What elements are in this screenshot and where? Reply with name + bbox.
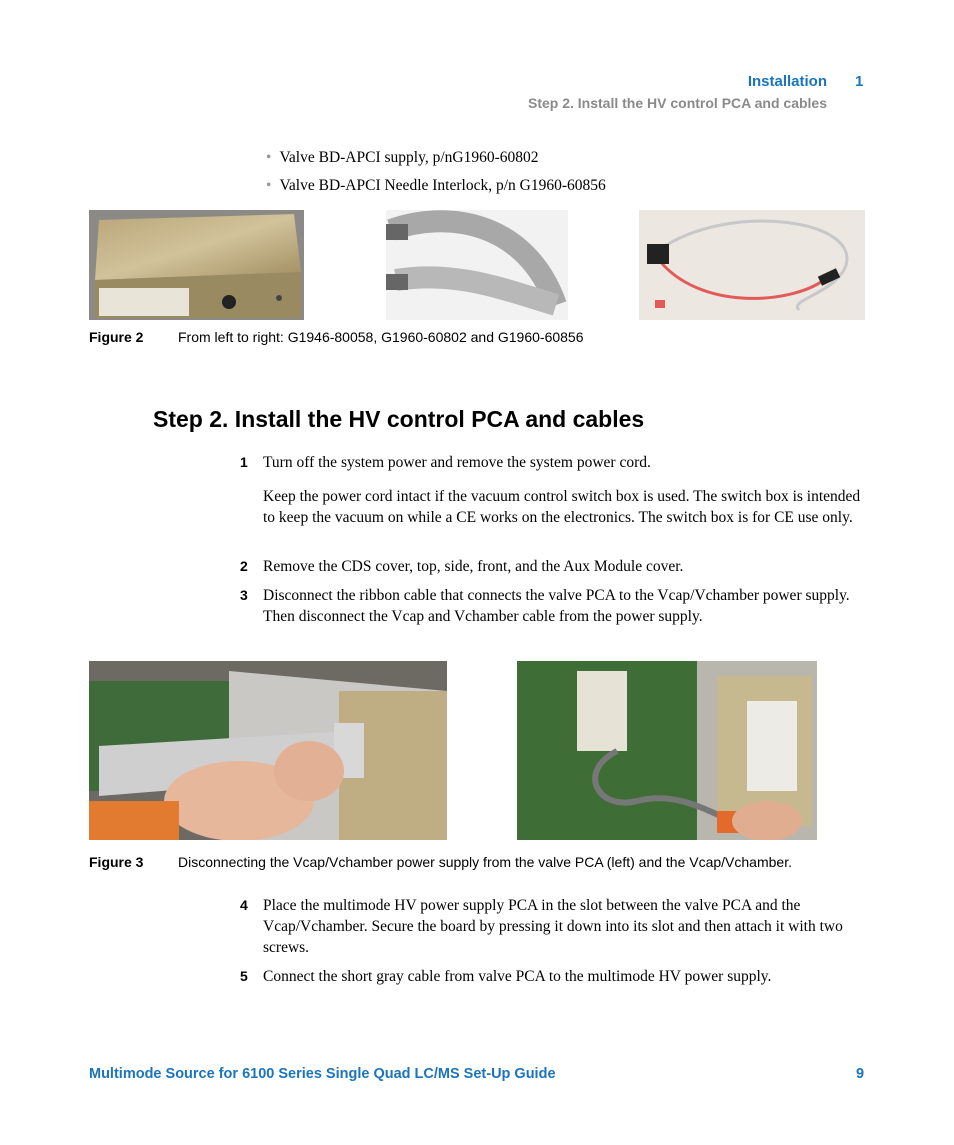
step-number: 5	[240, 968, 248, 984]
figure-2-caption: From left to right: G1946-80058, G1960-60802 and G1960-60856	[178, 329, 584, 345]
figure-3-caption: Disconnecting the Vcap/Vchamber power supply from the valve PCA (left) and the Vcap/Vchamber.	[178, 854, 792, 870]
bullet-item	[266, 177, 606, 195]
step-number: 3	[240, 587, 248, 603]
step-heading: Step 2. Install the HV control PCA and cables	[153, 406, 645, 432]
footer-document-title: Multimode Source for 6100 Series Single Quad LC/MS Set-Up Guide	[89, 1066, 556, 1082]
figure-3-label: Figure 3	[89, 854, 144, 870]
bullet-text: Valve BD-APCI Needle Interlock, p/n G1960-60856	[279, 177, 606, 194]
step-text: Connect the short gray cable from valve PCA to the multimode HV power supply.	[263, 968, 772, 985]
ribbon-disconnect-photo	[89, 661, 447, 840]
footer-page-number: 9	[856, 1066, 865, 1082]
step-number: 2	[240, 558, 248, 574]
bullet-text: Valve BD-APCI supply, p/nG1960-60802	[279, 149, 539, 166]
bullet-dot-icon: •	[266, 177, 272, 194]
power-supply-box-photo	[89, 210, 304, 320]
step-text: Place the multimode HV power supply PCA in the slot between the valve PCA and the Vcap/Vchamber. Secure the board by pressing it down into its slot and then attach it with two screws.	[263, 897, 843, 956]
step-note: Keep the power cord intact if the vacuum control switch box is used. The switch box is intended to keep the vacuum on while a CE works on the electronics. The switch box is for CE use only.	[263, 488, 861, 526]
header-chapter-number: 1	[855, 73, 864, 90]
ribbon-cable-photo	[386, 210, 568, 320]
step-text: Turn off the system power and remove the system power cord.	[263, 454, 651, 471]
needle-interlock-cable-photo	[639, 210, 865, 320]
bullet-item	[266, 149, 538, 167]
vcap-cable-disconnect-photo	[517, 661, 817, 840]
figure-2-label: Figure 2	[89, 329, 144, 345]
step-text: Remove the CDS cover, top, side, front, and the Aux Module cover.	[263, 558, 684, 575]
bullet-dot-icon: •	[266, 149, 272, 166]
step-text: Disconnect the ribbon cable that connects the valve PCA to the Vcap/Vchamber power supply. Then disconnect the Vcap and Vchamber cable from the power supply.	[263, 587, 850, 625]
step-number: 1	[240, 454, 248, 470]
step-number: 4	[240, 897, 248, 913]
header-section-title: Installation	[747, 73, 827, 90]
header-subsection-title: Step 2. Install the HV control PCA and cables	[528, 95, 827, 111]
